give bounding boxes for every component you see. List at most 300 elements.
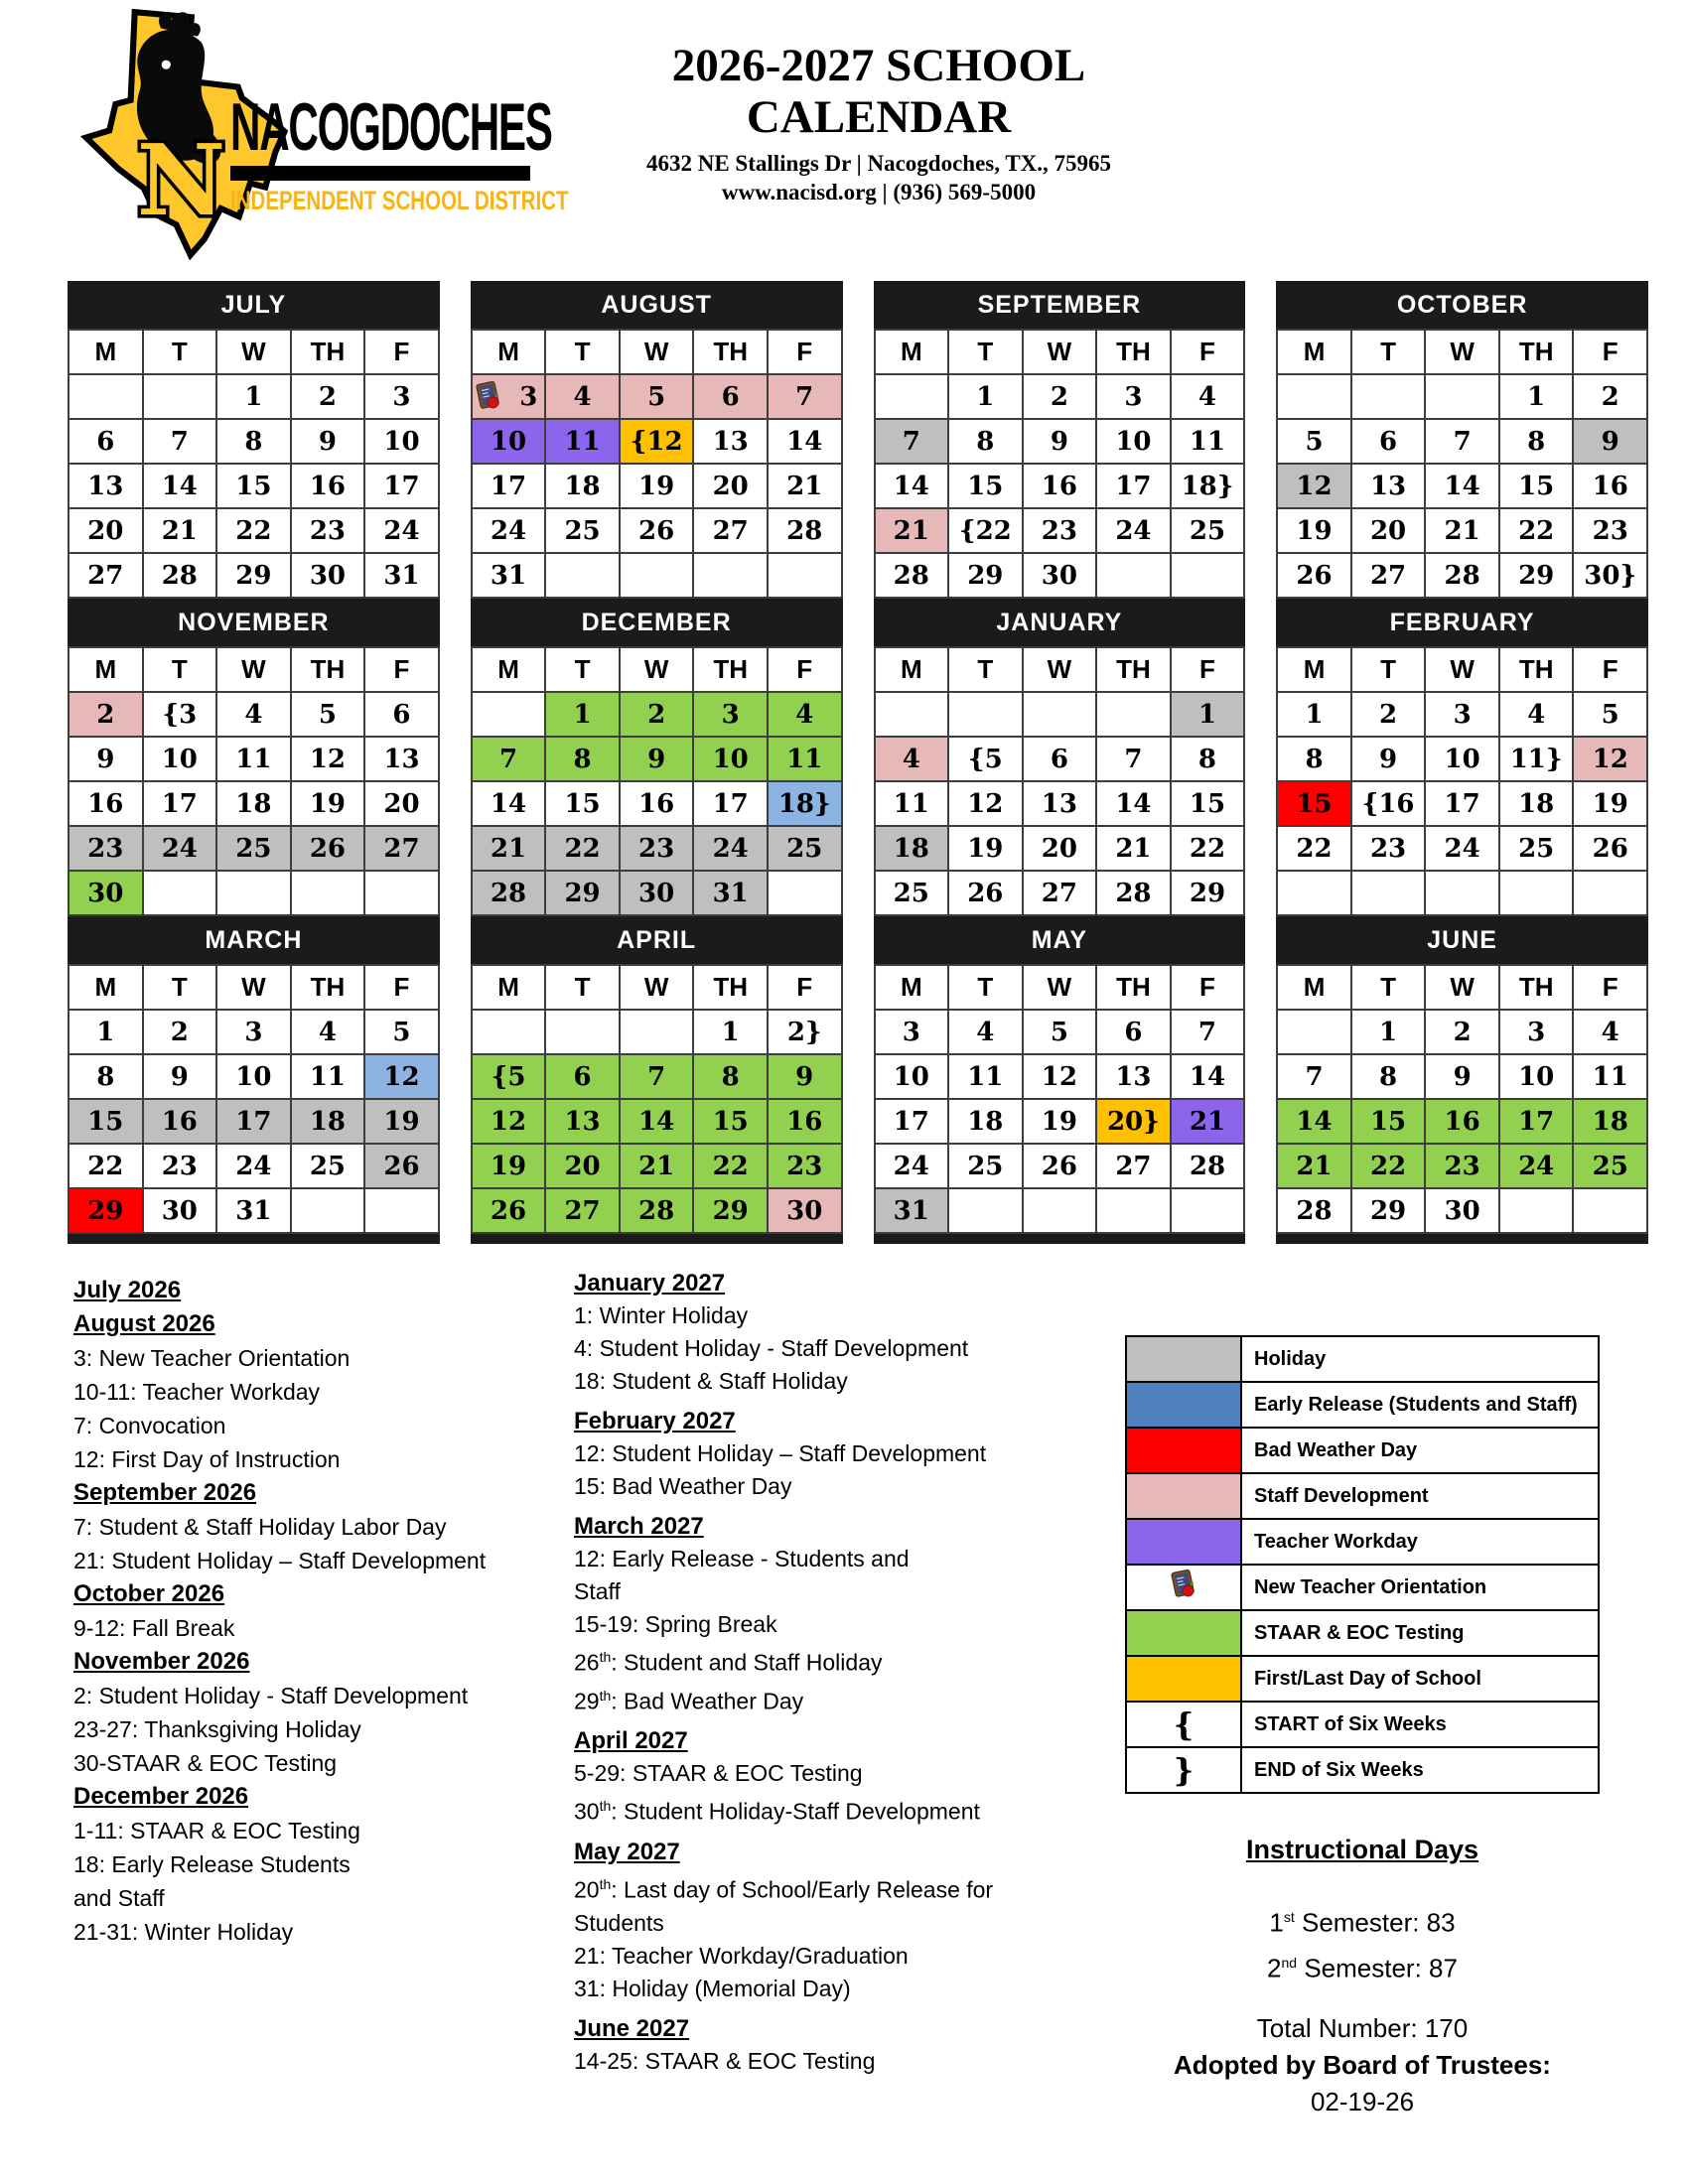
notes-item: 14-25: STAAR & EOC Testing: [574, 2047, 876, 2074]
notes-item: 31: Holiday (Memorial Day): [574, 1975, 851, 2001]
notes-item: 9-12: Fall Break: [73, 1615, 235, 1641]
notes-item: 21-31: Winter Holiday: [73, 1919, 294, 1945]
day-cell: 29: [69, 1188, 143, 1233]
notes-item: Students: [574, 1909, 664, 1936]
day-cell: 10: [143, 737, 217, 781]
notes-item: 1: Winter Holiday: [574, 1302, 749, 1328]
day-header-th: TH: [1096, 965, 1171, 1010]
notes-item: 21: Student Holiday – Staff Development: [73, 1548, 487, 1573]
day-cell: {16: [1351, 781, 1426, 826]
empty-cell: [291, 871, 365, 915]
month-title: AUGUST: [471, 281, 843, 329]
day-cell: 25: [216, 826, 291, 871]
day-header-w: W: [620, 965, 694, 1010]
day-cell: 24: [216, 1144, 291, 1188]
day-cell: 4: [768, 692, 842, 737]
second-semester-count: 2nd Semester: 87: [1267, 1953, 1458, 1983]
day-cell: 18: [948, 1099, 1023, 1144]
day-cell: 11: [1573, 1054, 1647, 1099]
day-cell: 7: [620, 1054, 694, 1099]
day-cell: 4: [291, 1010, 365, 1054]
day-cell: 20: [364, 781, 439, 826]
day-cell: 12: [948, 781, 1023, 826]
day-cell: 27: [545, 1188, 620, 1233]
day-header-w: W: [1425, 330, 1499, 374]
day-header-th: TH: [1096, 647, 1171, 692]
day-cell: 18}: [1171, 464, 1245, 508]
month-title: APRIL: [471, 916, 843, 964]
day-header-m: M: [1277, 965, 1351, 1010]
legend-label: Teacher Workday: [1241, 1519, 1599, 1565]
day-cell: 18: [545, 464, 620, 508]
day-cell: 10: [875, 1054, 949, 1099]
empty-cell: [948, 692, 1023, 737]
day-cell: 21: [1171, 1099, 1245, 1144]
legend-swatch-blueLegend: [1126, 1382, 1241, 1428]
notes-item: 23-27: Thanksgiving Holiday: [73, 1716, 361, 1742]
empty-cell: [472, 692, 546, 737]
day-cell: 25: [768, 826, 842, 871]
notes-section: [574, 1510, 1115, 1717]
calendar-column-2: [471, 281, 843, 1244]
day-cell: 8: [1277, 737, 1351, 781]
day-header-t: T: [545, 330, 620, 374]
empty-cell: [1023, 1188, 1097, 1233]
title-block: [556, 40, 1201, 205]
start-brace-symbol: {: [1126, 1702, 1241, 1747]
day-header-m: M: [1277, 330, 1351, 374]
month-title: JANUARY: [874, 599, 1246, 646]
day-cell: 5: [291, 692, 365, 737]
notes-section: [73, 1645, 570, 1780]
day-cell: 23: [143, 1144, 217, 1188]
day-cell: 12: [364, 1054, 439, 1099]
legend-swatch-gold: [1126, 1656, 1241, 1702]
day-cell: 19: [1573, 781, 1647, 826]
day-cell: 1: [1351, 1010, 1426, 1054]
day-cell: 30: [1425, 1188, 1499, 1233]
day-cell: 24: [1499, 1144, 1574, 1188]
day-cell: 9: [768, 1054, 842, 1099]
notes-item: 5-29: STAAR & EOC Testing: [574, 1760, 863, 1787]
day-cell: 17: [1425, 781, 1499, 826]
day-cell: 23: [1351, 826, 1426, 871]
logo-letter-n: N: [136, 124, 226, 239]
day-cell: 4: [1171, 374, 1245, 419]
day-cell: 24: [364, 508, 439, 553]
day-cell: 15: [693, 1099, 768, 1144]
day-cell: 12: [1277, 464, 1351, 508]
column-end-bar: [874, 1234, 1246, 1244]
day-cell: 16: [143, 1099, 217, 1144]
day-header-w: W: [1023, 330, 1097, 374]
day-cell: 28: [768, 508, 842, 553]
brand-underline-bar: [230, 166, 530, 181]
notes-item: Staff: [574, 1578, 621, 1604]
empty-cell: [875, 692, 949, 737]
district-brand: [230, 89, 569, 216]
legend-label: Staff Development: [1241, 1473, 1599, 1519]
day-cell: 18: [1573, 1099, 1647, 1144]
day-cell: {3: [143, 692, 217, 737]
notes-section: [73, 1577, 570, 1645]
month-title: DECEMBER: [471, 599, 843, 646]
day-header-th: TH: [1499, 647, 1574, 692]
day-cell: 27: [1023, 871, 1097, 915]
day-cell: 6: [1351, 419, 1426, 464]
day-cell: 28: [875, 553, 949, 598]
day-cell: 14: [1425, 464, 1499, 508]
day-header-w: W: [216, 330, 291, 374]
day-cell: 29: [216, 553, 291, 598]
day-cell: 31: [693, 871, 768, 915]
empty-cell: [1351, 374, 1426, 419]
day-cell: 18: [216, 781, 291, 826]
day-cell: 21: [143, 508, 217, 553]
calendar-column-3: [874, 281, 1246, 1244]
empty-cell: [1499, 1188, 1574, 1233]
day-header-th: TH: [1499, 965, 1574, 1010]
day-cell: 17: [216, 1099, 291, 1144]
legend-label: Bad Weather Day: [1241, 1428, 1599, 1473]
day-cell: 21: [1096, 826, 1171, 871]
day-header-m: M: [875, 330, 949, 374]
empty-cell: [1023, 692, 1097, 737]
day-header-t: T: [948, 647, 1023, 692]
day-header-m: M: [472, 330, 546, 374]
empty-cell: [545, 1010, 620, 1054]
notes-item: 15: Bad Weather Day: [574, 1473, 792, 1499]
day-header-t: T: [545, 965, 620, 1010]
legend-row: [1126, 1610, 1599, 1656]
legend-swatch-green: [1126, 1610, 1241, 1656]
day-cell: 29: [1351, 1188, 1426, 1233]
day-cell: 5: [364, 1010, 439, 1054]
legend-row: [1126, 1336, 1599, 1382]
legend-label: New Teacher Orientation: [1241, 1565, 1599, 1610]
day-cell: 17: [693, 781, 768, 826]
day-cell: 28: [143, 553, 217, 598]
month-march: [68, 916, 440, 1234]
notes-item: 4: Student Holiday - Staff Development: [574, 1335, 969, 1361]
day-cell: 13: [1351, 464, 1426, 508]
day-cell: 23: [1425, 1144, 1499, 1188]
empty-cell: [1351, 871, 1426, 915]
day-cell: 7: [768, 374, 842, 419]
day-cell: 18: [875, 826, 949, 871]
day-cell: 1: [69, 1010, 143, 1054]
day-cell: 28: [1171, 1144, 1245, 1188]
day-cell: 3: [1499, 1010, 1574, 1054]
day-cell: 20: [545, 1144, 620, 1188]
day-cell: 2: [69, 692, 143, 737]
calendar-grid: [68, 281, 1648, 1244]
empty-cell: [472, 1010, 546, 1054]
notes-section-title: May 2027: [574, 1838, 680, 1865]
day-cell: 23: [620, 826, 694, 871]
day-cell: 4: [216, 692, 291, 737]
day-cell: 14: [768, 419, 842, 464]
month-title: MARCH: [68, 916, 440, 964]
day-header-t: T: [545, 647, 620, 692]
district-contact: www.nacisd.org | (936) 569-5000: [721, 180, 1037, 205]
day-cell: 15: [69, 1099, 143, 1144]
empty-cell: [693, 553, 768, 598]
notes-column-fall: [73, 1274, 570, 1949]
day-cell: 14: [875, 464, 949, 508]
day-header-f: F: [364, 647, 439, 692]
day-cell: 13: [69, 464, 143, 508]
notes-section: [574, 1836, 1115, 2005]
day-header-th: TH: [693, 647, 768, 692]
day-cell: 22: [1351, 1144, 1426, 1188]
notes-item: 18: Early Release Students: [73, 1851, 351, 1877]
day-cell: 19: [472, 1144, 546, 1188]
column-end-bar: [68, 1234, 440, 1244]
notes-section-title: July 2026: [73, 1277, 182, 1303]
day-cell: 26: [291, 826, 365, 871]
empty-cell: [1171, 553, 1245, 598]
empty-cell: [1096, 1188, 1171, 1233]
legend-label: First/Last Day of School: [1241, 1656, 1599, 1702]
day-cell: 7: [472, 737, 546, 781]
day-header-w: W: [216, 647, 291, 692]
empty-cell: [1573, 1188, 1647, 1233]
day-header-f: F: [1573, 647, 1647, 692]
day-cell: 22: [693, 1144, 768, 1188]
day-cell: 9: [620, 737, 694, 781]
day-cell: 17: [1096, 464, 1171, 508]
day-cell: 22: [545, 826, 620, 871]
month-may: [874, 916, 1246, 1234]
legend-swatch-red: [1126, 1428, 1241, 1473]
day-header-f: F: [768, 647, 842, 692]
day-cell: 18: [291, 1099, 365, 1144]
day-cell: 23: [69, 826, 143, 871]
empty-cell: [1573, 871, 1647, 915]
day-cell: 29: [948, 553, 1023, 598]
day-cell: 8: [1351, 1054, 1426, 1099]
day-cell: 18: [1499, 781, 1574, 826]
day-cell: 27: [1096, 1144, 1171, 1188]
day-cell: 26: [1573, 826, 1647, 871]
day-cell: 7: [875, 419, 949, 464]
day-cell: 16: [1573, 464, 1647, 508]
empty-cell: [69, 374, 143, 419]
day-cell: 20: [1023, 826, 1097, 871]
day-header-w: W: [216, 965, 291, 1010]
day-cell: 22: [1277, 826, 1351, 871]
notes-item: and Staff: [73, 1885, 165, 1911]
day-cell: 9: [1351, 737, 1426, 781]
day-cell: 17: [364, 464, 439, 508]
day-cell: 21: [768, 464, 842, 508]
empty-cell: [1277, 1010, 1351, 1054]
day-cell: 3: [875, 1010, 949, 1054]
empty-cell: [364, 1188, 439, 1233]
day-cell: 11: [948, 1054, 1023, 1099]
day-cell: {5: [948, 737, 1023, 781]
day-cell: 10: [364, 419, 439, 464]
day-cell: 29: [693, 1188, 768, 1233]
month-february: [1276, 599, 1648, 916]
day-cell: 28: [1277, 1188, 1351, 1233]
day-cell: 20: [69, 508, 143, 553]
notes-item: 30-STAAR & EOC Testing: [73, 1750, 338, 1776]
day-cell: 17: [472, 464, 546, 508]
day-cell: 8: [69, 1054, 143, 1099]
legend-row: [1126, 1702, 1599, 1747]
day-cell: 21: [1425, 508, 1499, 553]
legend-label: START of Six Weeks: [1241, 1702, 1599, 1747]
day-cell: 22: [1499, 508, 1574, 553]
day-header-th: TH: [291, 330, 365, 374]
day-cell: 24: [143, 826, 217, 871]
day-cell: 26: [620, 508, 694, 553]
day-cell: 1: [1277, 692, 1351, 737]
day-cell: 11: [1171, 419, 1245, 464]
legend-row: [1126, 1382, 1599, 1428]
empty-cell: [1425, 871, 1499, 915]
day-cell: 9: [1573, 419, 1647, 464]
day-cell: 11: [291, 1054, 365, 1099]
day-cell: 29: [1499, 553, 1574, 598]
day-cell: 7: [1425, 419, 1499, 464]
day-cell: 3: [216, 1010, 291, 1054]
day-cell: 23: [1023, 508, 1097, 553]
day-cell: 28: [472, 871, 546, 915]
day-cell: 1: [216, 374, 291, 419]
day-cell: 10: [693, 737, 768, 781]
new-teacher-orientation-icon: [474, 380, 503, 417]
day-header-m: M: [472, 965, 546, 1010]
day-cell: 14: [620, 1099, 694, 1144]
day-cell: 25: [875, 871, 949, 915]
day-cell: 14: [1096, 781, 1171, 826]
notes-section-title: October 2026: [73, 1580, 225, 1607]
day-cell: 1: [693, 1010, 768, 1054]
notes-item: 12: Student Holiday – Staff Development: [574, 1440, 987, 1466]
day-cell: 24: [1425, 826, 1499, 871]
legend-row: [1126, 1428, 1599, 1473]
month-december: [471, 599, 843, 916]
day-cell: 13: [545, 1099, 620, 1144]
day-cell: 6: [364, 692, 439, 737]
day-cell: 17: [1499, 1099, 1574, 1144]
day-cell: 1: [545, 692, 620, 737]
day-cell: 25: [1171, 508, 1245, 553]
empty-cell: [545, 553, 620, 598]
notes-item: 1-11: STAAR & EOC Testing: [73, 1818, 360, 1843]
notes-section-title: August 2026: [73, 1310, 215, 1337]
day-cell: 25: [948, 1144, 1023, 1188]
legend-label: END of Six Weeks: [1241, 1747, 1599, 1793]
month-august: [471, 281, 843, 599]
legend-row: [1126, 1565, 1599, 1610]
month-title: FEBRUARY: [1276, 599, 1648, 646]
day-cell: 27: [1351, 553, 1426, 598]
day-cell: 11: [875, 781, 949, 826]
day-cell: 31: [364, 553, 439, 598]
day-cell: 14: [1277, 1099, 1351, 1144]
day-cell: 30: [1023, 553, 1097, 598]
day-cell: 4: [1499, 692, 1574, 737]
day-header-w: W: [620, 330, 694, 374]
day-cell: {22: [948, 508, 1023, 553]
day-header-f: F: [768, 965, 842, 1010]
day-cell: 5: [1277, 419, 1351, 464]
month-title: MAY: [874, 916, 1246, 964]
day-cell: 12: [291, 737, 365, 781]
day-cell: 30: [620, 871, 694, 915]
day-cell: 29: [545, 871, 620, 915]
day-cell: 2: [1425, 1010, 1499, 1054]
day-cell: 31: [472, 553, 546, 598]
day-header-t: T: [143, 965, 217, 1010]
day-cell: 4: [875, 737, 949, 781]
day-cell: 3: [693, 692, 768, 737]
day-cell: 30: [768, 1188, 842, 1233]
day-cell: 25: [291, 1144, 365, 1188]
empty-cell: [768, 553, 842, 598]
month-september: [874, 281, 1246, 599]
day-cell: 15: [216, 464, 291, 508]
notes-section: [574, 2012, 1115, 2078]
month-title: JULY: [68, 281, 440, 329]
day-cell: 2: [1351, 692, 1426, 737]
day-cell: 22: [216, 508, 291, 553]
day-cell: 15: [1277, 781, 1351, 826]
day-cell: {5: [472, 1054, 546, 1099]
month-title: OCTOBER: [1276, 281, 1648, 329]
notes-item: 18: Student & Staff Holiday: [574, 1368, 848, 1394]
day-cell: 22: [1171, 826, 1245, 871]
day-header-m: M: [472, 647, 546, 692]
legend-row: [1126, 1747, 1599, 1793]
day-header-w: W: [1023, 647, 1097, 692]
day-cell: 14: [1171, 1054, 1245, 1099]
day-cell: 9: [1023, 419, 1097, 464]
day-cell: 24: [693, 826, 768, 871]
empty-cell: [1277, 374, 1351, 419]
instructional-days-title: Instructional Days: [1245, 1835, 1479, 1864]
day-cell: 16: [620, 781, 694, 826]
adopted-date: 02-19-26: [1310, 2087, 1415, 2117]
day-header-t: T: [143, 330, 217, 374]
day-cell: 20}: [1096, 1099, 1171, 1144]
day-cell: 15: [545, 781, 620, 826]
empty-cell: [768, 871, 842, 915]
notes-column-spring: [574, 1267, 1115, 2085]
day-cell: 19: [948, 826, 1023, 871]
day-cell: 23: [291, 508, 365, 553]
day-cell: 16: [1023, 464, 1097, 508]
day-header-f: F: [1171, 330, 1245, 374]
day-cell: 26: [948, 871, 1023, 915]
day-header-th: TH: [1499, 330, 1574, 374]
day-cell: 2: [143, 1010, 217, 1054]
notes-item: 29th: Bad Weather Day: [574, 1687, 804, 1714]
empty-cell: [620, 1010, 694, 1054]
day-cell: 8: [1499, 419, 1574, 464]
day-cell: 17: [143, 781, 217, 826]
empty-cell: [1171, 1188, 1245, 1233]
legend-swatch-pink: [1126, 1473, 1241, 1519]
day-cell: 31: [875, 1188, 949, 1233]
month-title: SEPTEMBER: [874, 281, 1246, 329]
first-semester-count: 1st Semester: 83: [1269, 1907, 1456, 1938]
day-header-m: M: [69, 965, 143, 1010]
